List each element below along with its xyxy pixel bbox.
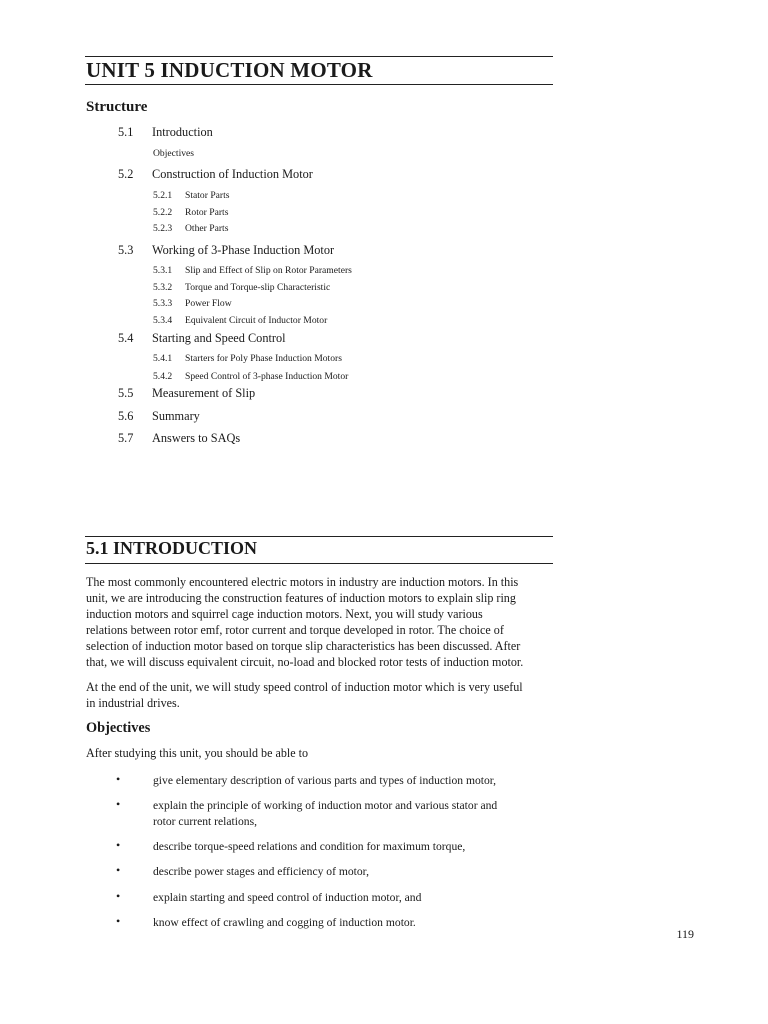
paragraph-line: that, we will discuss equivalent circuit, no-load and blocked rotor tests of induction motor. <box>86 654 524 669</box>
toc-number: 5.2 <box>118 167 134 181</box>
paragraph-line: in industrial drives. <box>86 695 180 710</box>
toc-title: Starting and Speed Control <box>152 331 286 345</box>
toc-number: 5.2.2 <box>153 207 173 218</box>
list-item-line: explain starting and speed control of induction motor, and <box>153 891 422 904</box>
toc-item-5-4-1 <box>153 353 342 364</box>
list-item-line: rotor current relations, <box>153 814 257 828</box>
toc-title: Power Flow <box>185 298 232 309</box>
toc-item-5-6 <box>118 409 200 424</box>
paragraph-line: unit, we are introducing the construction features of induction motors to explain slip ring <box>86 590 516 605</box>
structure-heading: Structure <box>86 99 148 115</box>
list-item <box>153 890 421 906</box>
list-item-line: explain the principle of working of induction motor and various stator and <box>153 799 498 812</box>
paragraph-line: The most commonly encountered electric motors in industry are induction motors. In this <box>86 575 519 589</box>
intro-paragraph-2 <box>86 680 552 712</box>
toc-title: Slip and Effect of Slip on Rotor Parameters <box>185 265 352 276</box>
objectives-heading: Objectives <box>86 720 151 736</box>
unit-title: UNIT 5 INDUCTION MOTOR <box>86 58 373 82</box>
unit-title-underline <box>85 84 553 85</box>
bullet-icon: • <box>116 797 121 811</box>
toc-number: 5.3 <box>118 243 134 257</box>
toc-title: Measurement of Slip <box>152 386 256 400</box>
list-item-line: describe torque-speed relations and condition for maximum torque, <box>153 840 466 853</box>
toc-number: 5.3.4 <box>153 315 173 326</box>
bullet-icon: • <box>116 914 121 928</box>
toc-title: Construction of Induction Motor <box>152 167 313 181</box>
toc-title: Speed Control of 3-phase Induction Motor <box>185 371 349 382</box>
bullet-icon: • <box>116 889 121 903</box>
paragraph-line: After studying this unit, you should be able to <box>86 746 309 760</box>
toc-number: 5.1 <box>118 125 134 139</box>
toc-number: 5.4.2 <box>153 371 173 382</box>
top-rule <box>85 56 553 57</box>
toc-number: 5.3.2 <box>153 282 173 293</box>
paragraph-line: At the end of the unit, we will study speed control of induction motor which is very useful <box>86 680 523 694</box>
toc-item-5-5 <box>118 386 255 401</box>
toc-item-5-3-1 <box>153 265 352 276</box>
paragraph-line: relations between rotor emf, rotor current and torque developed in rotor. The choice of <box>86 622 504 637</box>
toc-title: Other Parts <box>185 223 229 234</box>
list-item <box>153 773 496 789</box>
toc-title: Working of 3-Phase Induction Motor <box>152 243 335 257</box>
toc-item-5-3-4 <box>153 315 327 326</box>
toc-item-5-2-1 <box>153 190 230 201</box>
toc-title: Stator Parts <box>185 190 230 201</box>
paragraph-line: induction motors and squirrel cage induction motors. Next, you will study various <box>86 606 483 621</box>
intro-top-rule <box>85 536 553 537</box>
toc-number: 5.6 <box>118 409 134 423</box>
toc-item-5-3-3 <box>153 298 232 309</box>
toc-item-objectives: Objectives <box>153 148 195 159</box>
toc-item-5-1 <box>118 125 213 140</box>
paragraph-line: selection of induction motor based on torque slip characteristics has been discussed. After <box>86 638 521 653</box>
toc-item-5-2-2 <box>153 207 228 218</box>
toc-number: 5.5 <box>118 386 134 400</box>
toc-title: Summary <box>152 409 200 423</box>
toc-title: Introduction <box>152 125 213 139</box>
toc-item-5-3-2 <box>153 282 330 293</box>
toc-title: Equivalent Circuit of Inductor Motor <box>185 315 328 326</box>
list-item-line: give elementary description of various parts and types of induction motor, <box>153 774 497 787</box>
list-item <box>153 839 465 855</box>
objectives-lead <box>86 746 552 762</box>
toc-number: 5.2.1 <box>153 190 173 201</box>
toc-item-5-3 <box>118 243 334 258</box>
bullet-icon: • <box>116 772 121 786</box>
toc-item-5-4-2 <box>153 371 348 382</box>
toc-number: 5.7 <box>118 431 134 445</box>
page-number: 119 <box>676 927 694 941</box>
list-item <box>153 864 369 880</box>
toc-number: 5.4.1 <box>153 353 173 364</box>
toc-item-5-2-3 <box>153 223 228 234</box>
bullet-icon: • <box>116 863 121 877</box>
list-item <box>153 915 416 931</box>
intro-underline <box>85 563 553 564</box>
toc-title: Torque and Torque-slip Characteristic <box>185 282 331 293</box>
toc-number: 5.2.3 <box>153 223 173 234</box>
list-item-line: describe power stages and efficiency of motor, <box>153 865 369 878</box>
list-item-line: know effect of crawling and cogging of induction motor. <box>153 916 416 929</box>
section-heading-introduction: 5.1 INTRODUCTION <box>86 538 258 558</box>
toc-title: Rotor Parts <box>185 207 229 218</box>
toc-item-5-4 <box>118 331 286 346</box>
list-item <box>153 798 497 830</box>
intro-paragraph-1 <box>86 575 552 670</box>
toc-title: Starters for Poly Phase Induction Motors <box>185 353 342 364</box>
toc-number: 5.3.3 <box>153 298 173 309</box>
bullet-icon: • <box>116 838 121 852</box>
toc-title: Answers to SAQs <box>152 431 241 445</box>
toc-number: 5.3.1 <box>153 265 173 276</box>
toc-item-5-7 <box>118 431 240 446</box>
toc-number: 5.4 <box>118 331 134 345</box>
toc-item-5-2 <box>118 167 313 182</box>
